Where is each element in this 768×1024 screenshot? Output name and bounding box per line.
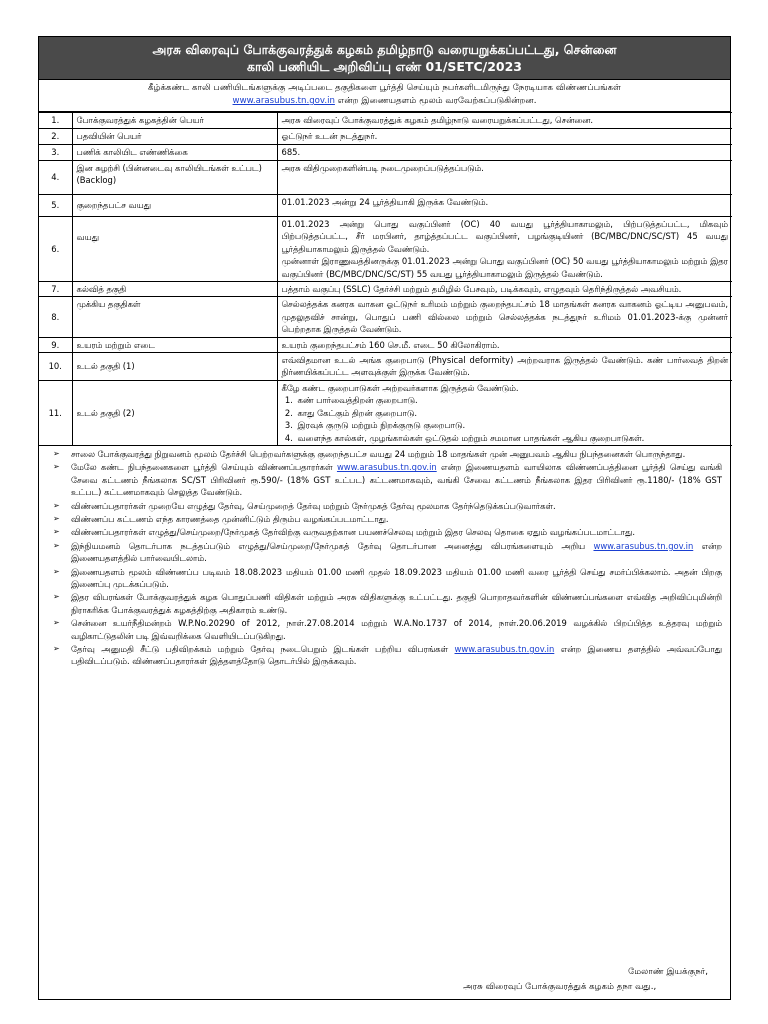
row-label: போக்குவரத்துக் கழகத்தின் பெயர்: [72, 113, 277, 129]
row-number: 7.: [39, 282, 72, 297]
row-number: 1.: [39, 113, 72, 129]
row-label: உடல் தகுதி (2): [72, 380, 277, 445]
row-number: 8.: [39, 297, 72, 337]
table-row: [39, 353, 732, 381]
note-text-pre: மேலே கண்ட நிபந்தனைகளை பூர்த்தி செய்யும் விண்ணப்பதாரர்கள்: [71, 462, 337, 473]
row-number: 3.: [39, 145, 72, 161]
arrow-bullet-icon: ➢: [53, 618, 60, 628]
defects-list: [282, 394, 729, 444]
intro-line2: என்ற இணையதளம் மூலம் வரவேற்கப்படுகின்றன.: [334, 96, 537, 106]
row-label: பணிக் காலியிட எண்ணிக்கை: [72, 145, 277, 161]
list-item: [53, 540, 722, 565]
note-text-post: என்ற இணைய தளத்தில் அவ்வப்போது பதிவிடப்படும். விண்ணப்பதாரர்கள் இத்தளத்தோடு தொடர்பில் இருக்கவும்.: [71, 644, 722, 667]
defects-intro: கீழே கண்ட குறைபாடுகள் அற்றவர்களாக இருத்தல் வேண்டும்.: [281, 382, 519, 393]
table-row: [39, 297, 732, 337]
list-item: [53, 617, 722, 642]
list-item: [53, 526, 722, 538]
intro-line1: கீழ்க்கண்ட காலி பணியிடங்களுக்கு அடிப்படை தகுதிகளை பூர்த்தி செய்யும் நபர்களிடமிருந்து நேரடியாக விண்ணப்பங்கள்: [148, 83, 621, 93]
row-value: எவ்விதமான உடல் அங்க குறைபாடு (Physical deformity) அற்றவராக இருத்தல் வேண்டும். கண் பார்வைத் திறன் நிர்ணயிக்கப்பட்ட அளவுக்குள் இருக்க வேண்டும்.: [277, 353, 732, 381]
arrow-bullet-icon: ➢: [53, 462, 60, 472]
table-row: [39, 337, 732, 352]
arrow-bullet-icon: ➢: [53, 592, 60, 602]
website-link[interactable]: www.arasubus.tn.gov.in: [232, 96, 335, 106]
list-item: 2. காது கேட்கும் திறன் குறைபாடு.: [296, 407, 729, 419]
table-row: [39, 145, 732, 161]
row-value: அரசு விதிமுறைகளின்படி நடைமுறைப்படுத்தப்படும்.: [277, 161, 732, 195]
row-value: [277, 380, 732, 445]
note-text-pre: இந்நியமனம் தொடர்பாக நடத்தப்படும் எழுத்து/செய்முறை/நேர்முகத் தேர்வு தொடர்பான அனைத்து விபரங்களையும் அறிய: [71, 540, 594, 551]
arrow-bullet-icon: ➢: [53, 500, 60, 510]
table-row: [39, 282, 732, 297]
row-label: உயரம் மற்றும் எடை: [72, 337, 277, 352]
list-item: [53, 591, 722, 616]
arrow-bullet-icon: ➢: [53, 566, 60, 576]
signatory-title: மேலாண் இயக்குநர்,: [628, 967, 708, 977]
row-label: முக்கிய தகுதிகள்: [72, 297, 277, 337]
note-text: இதர விபரங்கள் போக்குவரத்துக் கழக பொதுப்பணி விதிகள் மற்றும் அரசு விதிகளுக்கு உட்பட்டது. தகுதி பொறாதவர்களின் விண்ணப்பங்களை எவ்வித அறிவிப்புமின்றி நிராகரிக்க போக்குவரத்துக் கழகத்திற்கு அதிகாரம் உண்டு.: [71, 592, 722, 615]
signatory-org: அரசு விரைவுப் போக்குவரத்துக் கழகம் தநா வது.,: [463, 982, 657, 992]
note-text: சாலை போக்குவரத்து நிறுவனம் மூலம் தேர்ச்சி பெற்றவர்களுக்கு குறைந்தபட்ச வயது 24 மற்றும் 18 மாதங்கள் முன் அனுபவம் ஆகிய நிபந்தனைகள் பொருந்தாது.: [71, 448, 686, 459]
list-item: 1. கண் பார்வைத்திறன் குறைபாடு.: [296, 394, 729, 406]
row-number: 9.: [39, 337, 72, 352]
notification-number: காலி பணியிட அறிவிப்பு எண் 01/SETC/2023: [246, 59, 523, 74]
note-text: [71, 461, 722, 498]
note-text: இணையதளம் மூலம் விண்ணப்ப படிவம் 18.08.2023 மதியம் 01.00 மணி முதல் 18.09.2023 மதியம் 01.00 மணி வரை பூர்த்தி செய்து சமர்ப்பிக்கலாம். அதன் பிறகு இணைப்பு முடக்கப்படும்.: [71, 566, 722, 589]
org-title: அரசு விரைவுப் போக்குவரத்துக் கழகம் தமிழ்நாடு வரையறுக்கப்பட்டது, சென்னை: [152, 42, 617, 57]
row-number: 11.: [39, 380, 72, 445]
table-row: [39, 380, 732, 445]
notification-page: [38, 36, 731, 1000]
arrow-bullet-icon: ➢: [53, 527, 60, 537]
note-text: விண்ணப்ப கட்டணம் எந்த காரணத்தை முன்னிட்டும் திரும்ப வழங்கப்படமாட்டாது.: [71, 513, 389, 524]
row-number: 5.: [39, 195, 72, 217]
list-item: [53, 500, 722, 512]
arrow-bullet-icon: ➢: [53, 448, 60, 458]
list-item: [53, 461, 722, 498]
notes-list: [39, 446, 730, 668]
note-text: [71, 643, 722, 668]
list-item: [53, 513, 722, 525]
row-label: உடல் தகுதி (1): [72, 353, 277, 381]
note-text-pre: தேர்வு அனுமதி சீட்டு பதிவிறக்கம் மற்றும் தேர்வு நடைபெறும் இடங்கள் பற்றிய விபரங்கள்: [71, 644, 455, 654]
note-text-post: என்ற இணையதளம் வாயிலாக விண்ணப்பத்தினை பூர்த்தி செய்து வங்கி சேவை கட்டணம் நீங்கலாக SC/ST பிரிவினர் ரூ.590/- (18% GST உட்பட) கட்டணமாகவும், வங்கி சேவை கட்டணம் நீங்கலாக இதர பிரிவினர் ரூ.1180/- (18% GST உட்பட) கட்டணமாகவும் செலுத்த வேண்டும்.: [71, 462, 722, 498]
table-row: [39, 195, 732, 217]
intro-paragraph: [39, 80, 730, 112]
row-value: அரசு விரைவுப் போக்குவரத்துக் கழகம் தமிழ்நாடு வரையறுக்கப்பட்டது, சென்னை.: [277, 113, 732, 129]
row-value: ஓட்டுநர் உடன் நடத்துநர்.: [277, 129, 732, 145]
row-label: கல்வித் தகுதி: [72, 282, 277, 297]
row-number: 6.: [39, 217, 72, 282]
row-value: [277, 217, 732, 282]
table-row: [39, 113, 732, 129]
row-label: பதவியின் பெயர்: [72, 129, 277, 145]
note-text: விண்ணப்பதாரர்கள் எழுத்து/செய்முறை/நேர்முகத் தேர்விற்கு வருவதற்கான பயணச்செலவு மற்றும் இதர செலவு தொகை ஏதும் வழங்கப்படமாட்டாது.: [71, 527, 636, 538]
row-number: 2.: [39, 129, 72, 145]
row-value: 685.: [277, 145, 732, 161]
table-row: [39, 217, 732, 282]
row-value: 01.01.2023 அன்று 24 பூர்த்தியாகி இருக்க வேண்டும்.: [277, 195, 732, 217]
row-value: உயரம் குறைந்தபட்சம் 160 செ.மீ. எடை 50 கிலோகிராம்.: [277, 337, 732, 352]
note-text: சென்னை உயர்நீதிமன்றம் W.P.No.20290 of 2012, நாள்.27.08.2014 மற்றும் W.A.No.1737 of 2014, நாள்.20.06.2019 வழக்கில் பிறப்பித்த உத்தரவு மற்றும் வழிகாட்டுதலின் படி இவ்வறிக்கை வெளியிடப்படுகிறது.: [71, 618, 722, 641]
list-item: [53, 448, 722, 460]
website-link[interactable]: www.arasubus.tn.gov.in: [336, 462, 437, 473]
arrow-bullet-icon: ➢: [53, 644, 60, 653]
row-value: செல்லத்தக்க கனரக வாகன ஓட்டுநர் உரிமம் மற்றும் குறைந்தபட்சம் 18 மாதங்கள் கனரக வாகனம் ஓட்டிய அனுபவம், முதலுதவிச் சான்று, பொதுப் பணி வில்லை மற்றும் செல்லத்தக்க நடத்துநர் உரிமம் 01.01.2023-க்கு முன்னர் பெற்றதாக இருத்தல் வேண்டும்.: [277, 297, 732, 337]
row-number: 10.: [39, 353, 72, 381]
age-limit-general: 01.01.2023 அன்று பொது வகுப்பினர் (OC) 40 வயது பூர்த்தியாகாமலும், பிற்படுத்தப்பட்ட, மிகவும் பிற்படுத்தப்பட்ட, சீர் மரபினர், தாழ்த்தப்பட்ட வகுப்பினர், பழங்குடியினர் (BC/MBC/DNC/SC/ST) 45 வயது பூர்த்தியாகாமலும் இருத்தல் வேண்டும்.: [281, 219, 728, 254]
header-banner: [39, 37, 730, 80]
table-row: [39, 161, 732, 195]
arrow-bullet-icon: ➢: [53, 513, 60, 523]
row-value: பத்தாம் வகுப்பு (SSLC) தேர்ச்சி மற்றும் தமிழில் பேசவும், படிக்கவும், எழுதவும் தெரிந்திருத்தல் அவசியம்.: [277, 282, 732, 297]
row-label: குறைந்தபட்ச வயது: [72, 195, 277, 217]
list-item: 4. வளைந்த கால்கள், முழங்கால்கள் ஒட்டுதல் மற்றும் சமமான பாதங்கள் ஆகிய குறைபாடுகள்.: [296, 432, 729, 444]
website-link[interactable]: www.arasubus.tn.gov.in: [454, 644, 555, 654]
note-text-post: என்ற இணையதளத்தில் பார்வையிடலாம்.: [71, 540, 722, 564]
note-text: விண்ணப்பதாரர்கள் முறையே எழுத்து தேர்வு, செய்முறைத் தேர்வு மற்றும் நேர்முகத் தேர்வு மூலமாக தேர்ந்தெடுக்கப்படுவார்கள்.: [71, 500, 556, 511]
note-text: [71, 540, 722, 565]
website-link[interactable]: www.arasubus.tn.gov.in: [593, 540, 694, 551]
age-limit-ex-servicemen: முன்னாள் இராணுவத்தினருக்கு 01.01.2023 அன்று பொது வகுப்பினர் (OC) 50 வயது பூர்த்தியாகாமலும் மற்றும் இதர வகுப்பினர் (BC/MBC/DNC/SC/ST) 55 வயது பூர்த்தியாகாமலும் இருத்தல் வேண்டும்.: [281, 256, 728, 279]
list-item: [53, 643, 722, 668]
details-table: [39, 112, 732, 446]
list-item: 3. இரவுக் குருடு மற்றும் நிறக்குருடு குறைபாடு.: [296, 419, 729, 431]
row-label: வயது: [72, 217, 277, 282]
row-number: 4.: [39, 161, 72, 195]
list-item: [53, 566, 722, 591]
table-row: [39, 129, 732, 145]
row-label: இன சுழற்சி (பின்னடைவு காலியிடங்கள் உட்பட) (Backlog): [72, 161, 277, 195]
arrow-bullet-icon: ➢: [53, 540, 60, 550]
signature-block: [463, 965, 708, 995]
